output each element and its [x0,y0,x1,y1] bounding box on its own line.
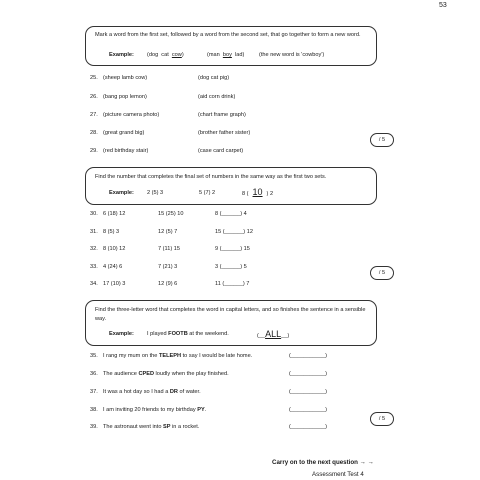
example-post: at the weekend. [187,331,229,337]
sentence-start: The astronaut went into [103,424,164,430]
section3-instruction-box [85,300,377,346]
example-set-a: 2 (5) 3 [147,190,164,196]
number-set-1: 4 (24) 6 [103,264,123,270]
answer-blank[interactable]: (___________) [289,424,327,430]
section2-score: / 5 [370,266,394,280]
question-number: 27. [90,112,98,118]
answer-blank[interactable]: (___________) [289,407,327,413]
capital-word: DR [169,389,178,395]
example-caps: FOOTB [168,331,188,337]
answer-blank[interactable]: (___________) [289,353,327,359]
sentence [103,407,206,413]
number-set-2: 12 (9) 6 [158,281,178,287]
section1-instruction: Mark a word from the first set, followed by a word from the second set, that go together to form a new word. [95,32,361,38]
section2-example [109,187,274,197]
word-set-1[interactable]: (red birthday stair) [103,148,149,154]
example-set-b: 5 (7) 2 [199,190,216,196]
capital-word: CPED [138,371,154,377]
sentence-end: in a rocket. [170,424,200,430]
section3-score: / 5 [370,412,394,426]
example-note: (the new word is 'cowboy') [259,52,325,58]
sentence-start: The audience [103,371,139,377]
word-set-2[interactable]: (case card carpet) [198,148,244,154]
answer-blank[interactable]: 8 (______) 4 [215,211,247,217]
example-label: Example: [109,331,134,337]
word-set-1[interactable]: (picture camera photo) [103,112,160,118]
question-number: 35. [90,353,98,359]
number-set-2: 7 (21) 3 [158,264,178,270]
page-number: 53 [439,2,447,9]
number-set-2: 15 (25) 10 [158,211,184,217]
capital-word: SP [163,424,171,430]
sentence-end: loudly when the play finished. [154,371,229,377]
example-set-c [242,187,273,197]
section2-instruction-box [85,167,377,205]
answer-blank[interactable]: 9 (______) 15 [215,246,250,252]
word-set-1[interactable]: (sheep lamb cow) [103,75,148,81]
example-c-close: ) 2 [266,191,274,197]
number-set-1: 8 (5) 3 [103,229,120,235]
question-number: 38. [90,407,98,413]
number-set-1: 17 (10) 3 [103,281,126,287]
word-set-1[interactable]: (great grand big) [103,130,145,136]
example-answer-open: (__ [257,333,266,339]
word-set-2[interactable]: (aid corn drink) [198,94,236,100]
question-number: 31. [90,229,98,235]
sentence-start: I am inviting 20 friends to my birthday [103,407,198,413]
answer-blank[interactable]: 3 (______) 5 [215,264,247,270]
number-set-2: 12 (5) 7 [158,229,178,235]
example-label: Example: [109,190,134,196]
sentence-start: I rang my mum on the [103,353,159,359]
carry-on-text: Carry on to the next question → → [272,459,374,466]
example-answer-close: __) [281,333,290,339]
sentence [103,389,201,395]
question-number: 29. [90,148,98,154]
word-set-2[interactable]: (brother father sister) [198,130,251,136]
question-number: 25. [90,75,98,81]
capital-word: PY [197,407,205,413]
question-number: 33. [90,264,98,270]
capital-word: TELEPH [158,353,182,359]
section1-example [109,52,325,58]
number-set-2: 7 (11) 15 [158,246,180,252]
sentence-end: of water. [177,389,201,395]
section1-instruction-box [85,26,377,66]
section1-score: / 5 [370,133,394,147]
answer-blank[interactable]: 15 (______) 12 [215,229,253,235]
section3-example [109,329,290,339]
example-sentence [147,331,229,337]
assessment-test-title: Assessment Test 4 [312,471,364,478]
sentence-start: It was a hot day so I had a [103,389,170,395]
word-set-2[interactable]: (dog cat pig) [198,75,230,81]
example-answer-box [257,329,289,339]
sentence-end: . [204,407,207,413]
answer-blank[interactable]: (___________) [289,389,327,395]
question-number: 34. [90,281,98,287]
question-number: 39. [90,424,98,430]
question-number: 28. [90,130,98,136]
sentence [103,424,199,430]
example-set1: (dog cat cow) [147,52,184,58]
question-number: 30. [90,211,98,217]
example-answer: ALL [265,329,282,339]
example-set2: (man boy lad) [207,52,245,58]
example-answer: 10 [252,187,263,197]
answer-blank[interactable]: (___________) [289,371,327,377]
example-pre: I played [147,331,169,337]
sentence [103,371,229,377]
question-number: 32. [90,246,98,252]
question-number: 36. [90,371,98,377]
word-set-1[interactable]: (bang pop lemon) [103,94,147,100]
answer-blank[interactable]: 11 (______) 7 [215,281,250,287]
number-set-1: 8 (10) 12 [103,246,126,252]
question-number: 37. [90,389,98,395]
number-set-1: 6 (18) 12 [103,211,126,217]
sentence [103,353,252,359]
example-label: Example: [109,52,134,58]
question-number: 26. [90,94,98,100]
word-set-2[interactable]: (chart frame graph) [198,112,246,118]
section3-instruction: Find the three-letter word that completes the word in capital letters, and so finishes the sentence in a sensible way. [95,307,366,322]
sentence-end: to say I would be late home. [181,353,253,359]
example-c-open: 8 ( [242,191,249,197]
section2-instruction: Find the number that completes the final set of numbers in the same way as the first two sets. [95,174,327,180]
